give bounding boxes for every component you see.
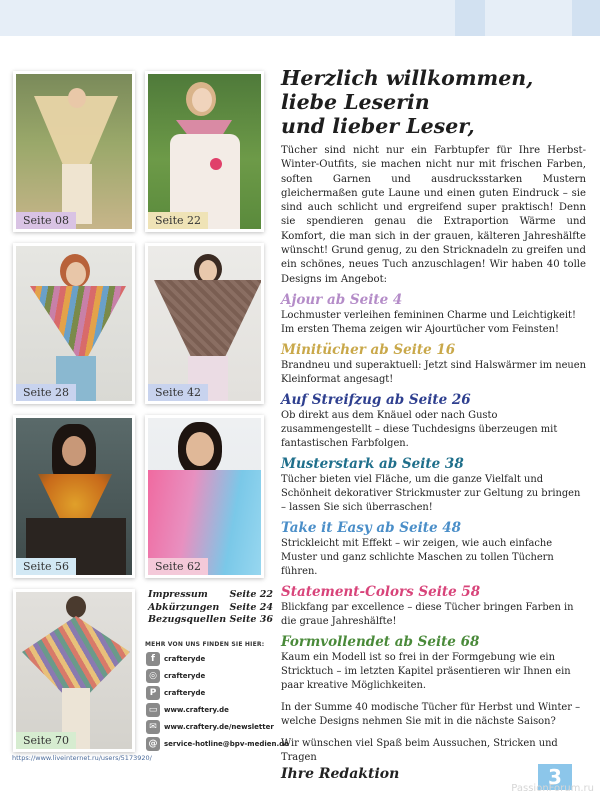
photo-seite-42[interactable] bbox=[145, 243, 264, 404]
index-label: Abkürzungen bbox=[148, 601, 220, 613]
instagram-icon: ◎ bbox=[146, 669, 160, 683]
mail-icon: ✉ bbox=[146, 720, 160, 734]
page-tag: Seite 62 bbox=[148, 558, 208, 575]
index-list bbox=[148, 589, 273, 627]
social-label: crafteryde bbox=[164, 689, 206, 697]
section-title-musterstark[interactable]: Musterstark ab Seite 38 bbox=[281, 455, 464, 472]
photo-seite-56[interactable] bbox=[13, 415, 135, 578]
section-text: Lochmuster verleihen femininen Charme und Leichtigkeit! Im ersten Thema zeigen wir Ajourtücher vom Feinsten! bbox=[281, 309, 576, 335]
photo-image bbox=[16, 74, 132, 229]
index-row[interactable] bbox=[148, 589, 273, 602]
photo-image bbox=[148, 74, 261, 229]
heading-line: liebe Leserin bbox=[281, 90, 430, 114]
editorial-heading bbox=[281, 66, 586, 138]
social-instagram[interactable] bbox=[146, 669, 205, 683]
page-tag: Seite 42 bbox=[148, 384, 208, 401]
top-color-band bbox=[0, 0, 600, 36]
source-url[interactable]: https://www.liveinternet.ru/users/5173920/ bbox=[12, 754, 152, 762]
index-page: Seite 22 bbox=[229, 589, 273, 600]
section-text: Kaum ein Modell ist so frei in der Formgebung wie ein Stricktuch – im letzten Kapitel präsentieren wir Ihnen ein paar kreative Möglichkeiten. bbox=[281, 651, 571, 691]
social-hotline[interactable] bbox=[146, 737, 289, 751]
section-text: Blickfang par excellence – diese Tücher bringen Farben in die graue Jahreshälfte! bbox=[281, 601, 574, 627]
social-label: crafteryde bbox=[164, 672, 206, 680]
section-title-ajour[interactable]: Ajour ab Seite 4 bbox=[281, 291, 403, 308]
photo-image bbox=[16, 246, 132, 401]
outro-paragraph: In der Summe 40 modische Tücher für Herbst und Winter – welche Designs nehmen Sie mit in die nächste Saison? bbox=[281, 701, 581, 727]
index-page: Seite 36 bbox=[229, 614, 273, 625]
heading-line: Herzlich willkommen, bbox=[281, 66, 534, 90]
photo-image bbox=[16, 592, 132, 749]
section-title-take-it-easy[interactable]: Take it Easy ab Seite 48 bbox=[281, 519, 462, 536]
page-tag: Seite 70 bbox=[16, 732, 76, 749]
facebook-icon: f bbox=[146, 652, 160, 666]
social-label: www.craftery.de/newsletter bbox=[164, 723, 274, 731]
photo-seite-28[interactable] bbox=[13, 243, 135, 404]
social-newsletter[interactable] bbox=[146, 720, 274, 734]
social-facebook[interactable] bbox=[146, 652, 205, 666]
intro-paragraph: Tücher sind nicht nur ein Farbtupfer für Ihre Herbst-Winter-Outfits, sie machen nicht nur mit frischen Farben, soften Garnen und ausdrucksstarken Mustern gleichermaßen gute Laune und einen guten Eindruck – sie sind auch schlicht und ergreifend super praktisch! Denn sie spendieren genau die Extraportion Wärme und Komfort, die man sich in der grauen, kälteren Jahreshälfte wünscht! Grund genug, zu den Stricknadeln zu greifen und ein schönes, neues Tuch anzuschlagen! Wir haben 40 tolle Designs im Angebot: bbox=[281, 145, 586, 285]
watermark: PassionForum.ru bbox=[511, 783, 594, 794]
photo-image bbox=[148, 246, 261, 401]
page-number: 3 bbox=[538, 764, 572, 790]
outro-wishes: Wir wünschen viel Spaß beim Aussuchen, Stricken und Tragen bbox=[281, 737, 558, 763]
page-tag: Seite 28 bbox=[16, 384, 76, 401]
top-band-block bbox=[455, 0, 485, 36]
section-title-streifzug[interactable]: Auf Streifzug ab Seite 26 bbox=[281, 391, 471, 408]
index-label: Impressum bbox=[148, 589, 208, 600]
top-band-block bbox=[572, 0, 600, 36]
section-text: Strickleicht mit Effekt – wir zeigen, wie auch einfache Muster und ganz schlichte Maschen zu tollen Tüchern führen. bbox=[281, 537, 554, 577]
photo-seite-62[interactable] bbox=[145, 415, 264, 578]
section-title-minituecher[interactable]: Minitücher ab Seite 16 bbox=[281, 341, 456, 358]
heading-line: und lieber Leser, bbox=[281, 114, 475, 138]
section-text: Ob direkt aus dem Knäuel oder nach Gusto zusammengestellt – diese Tuchdesigns überzeugen mit fantastischen Farbfolgen. bbox=[281, 409, 558, 449]
pinterest-icon: P bbox=[146, 686, 160, 700]
social-label: crafteryde bbox=[164, 655, 206, 663]
index-label: Bezugsquellen bbox=[148, 614, 227, 625]
social-label: www.craftery.de bbox=[164, 706, 229, 714]
web-icon: ▭ bbox=[146, 703, 160, 717]
section-text: Tücher bieten viel Fläche, um die ganze Vielfalt und Schönheit dekorativer Strickmuster zur Geltung zu bringen – lassen Sie sich überraschen! bbox=[281, 473, 581, 513]
page-tag: Seite 22 bbox=[148, 212, 208, 229]
index-page: Seite 24 bbox=[229, 601, 273, 613]
editorial-column bbox=[281, 66, 586, 782]
photo-seite-70[interactable] bbox=[13, 589, 135, 752]
at-icon: @ bbox=[146, 737, 160, 751]
photo-seite-22[interactable] bbox=[145, 71, 264, 232]
photo-image bbox=[16, 418, 132, 575]
index-row[interactable] bbox=[148, 602, 273, 615]
social-website[interactable] bbox=[146, 703, 229, 717]
signature: Ihre Redaktion bbox=[281, 765, 400, 782]
social-label: service-hotline@bpv-medien.de bbox=[164, 740, 289, 748]
section-text: Brandneu und superaktuell: Jetzt sind Halswärmer im neuen Kleinformat angesagt! bbox=[281, 359, 586, 385]
page-tag: Seite 56 bbox=[16, 558, 76, 575]
social-heading: MEHR VON UNS FINDEN SIE HIER: bbox=[145, 641, 265, 648]
section-title-formvollendet[interactable]: Formvollendet ab Seite 68 bbox=[281, 633, 480, 650]
photo-image bbox=[148, 418, 261, 575]
page-tag: Seite 08 bbox=[16, 212, 76, 229]
index-row[interactable] bbox=[148, 614, 273, 627]
photo-seite-08[interactable] bbox=[13, 71, 135, 232]
social-pinterest[interactable] bbox=[146, 686, 205, 700]
section-title-statement-colors[interactable]: Statement-Colors Seite 58 bbox=[281, 583, 481, 600]
